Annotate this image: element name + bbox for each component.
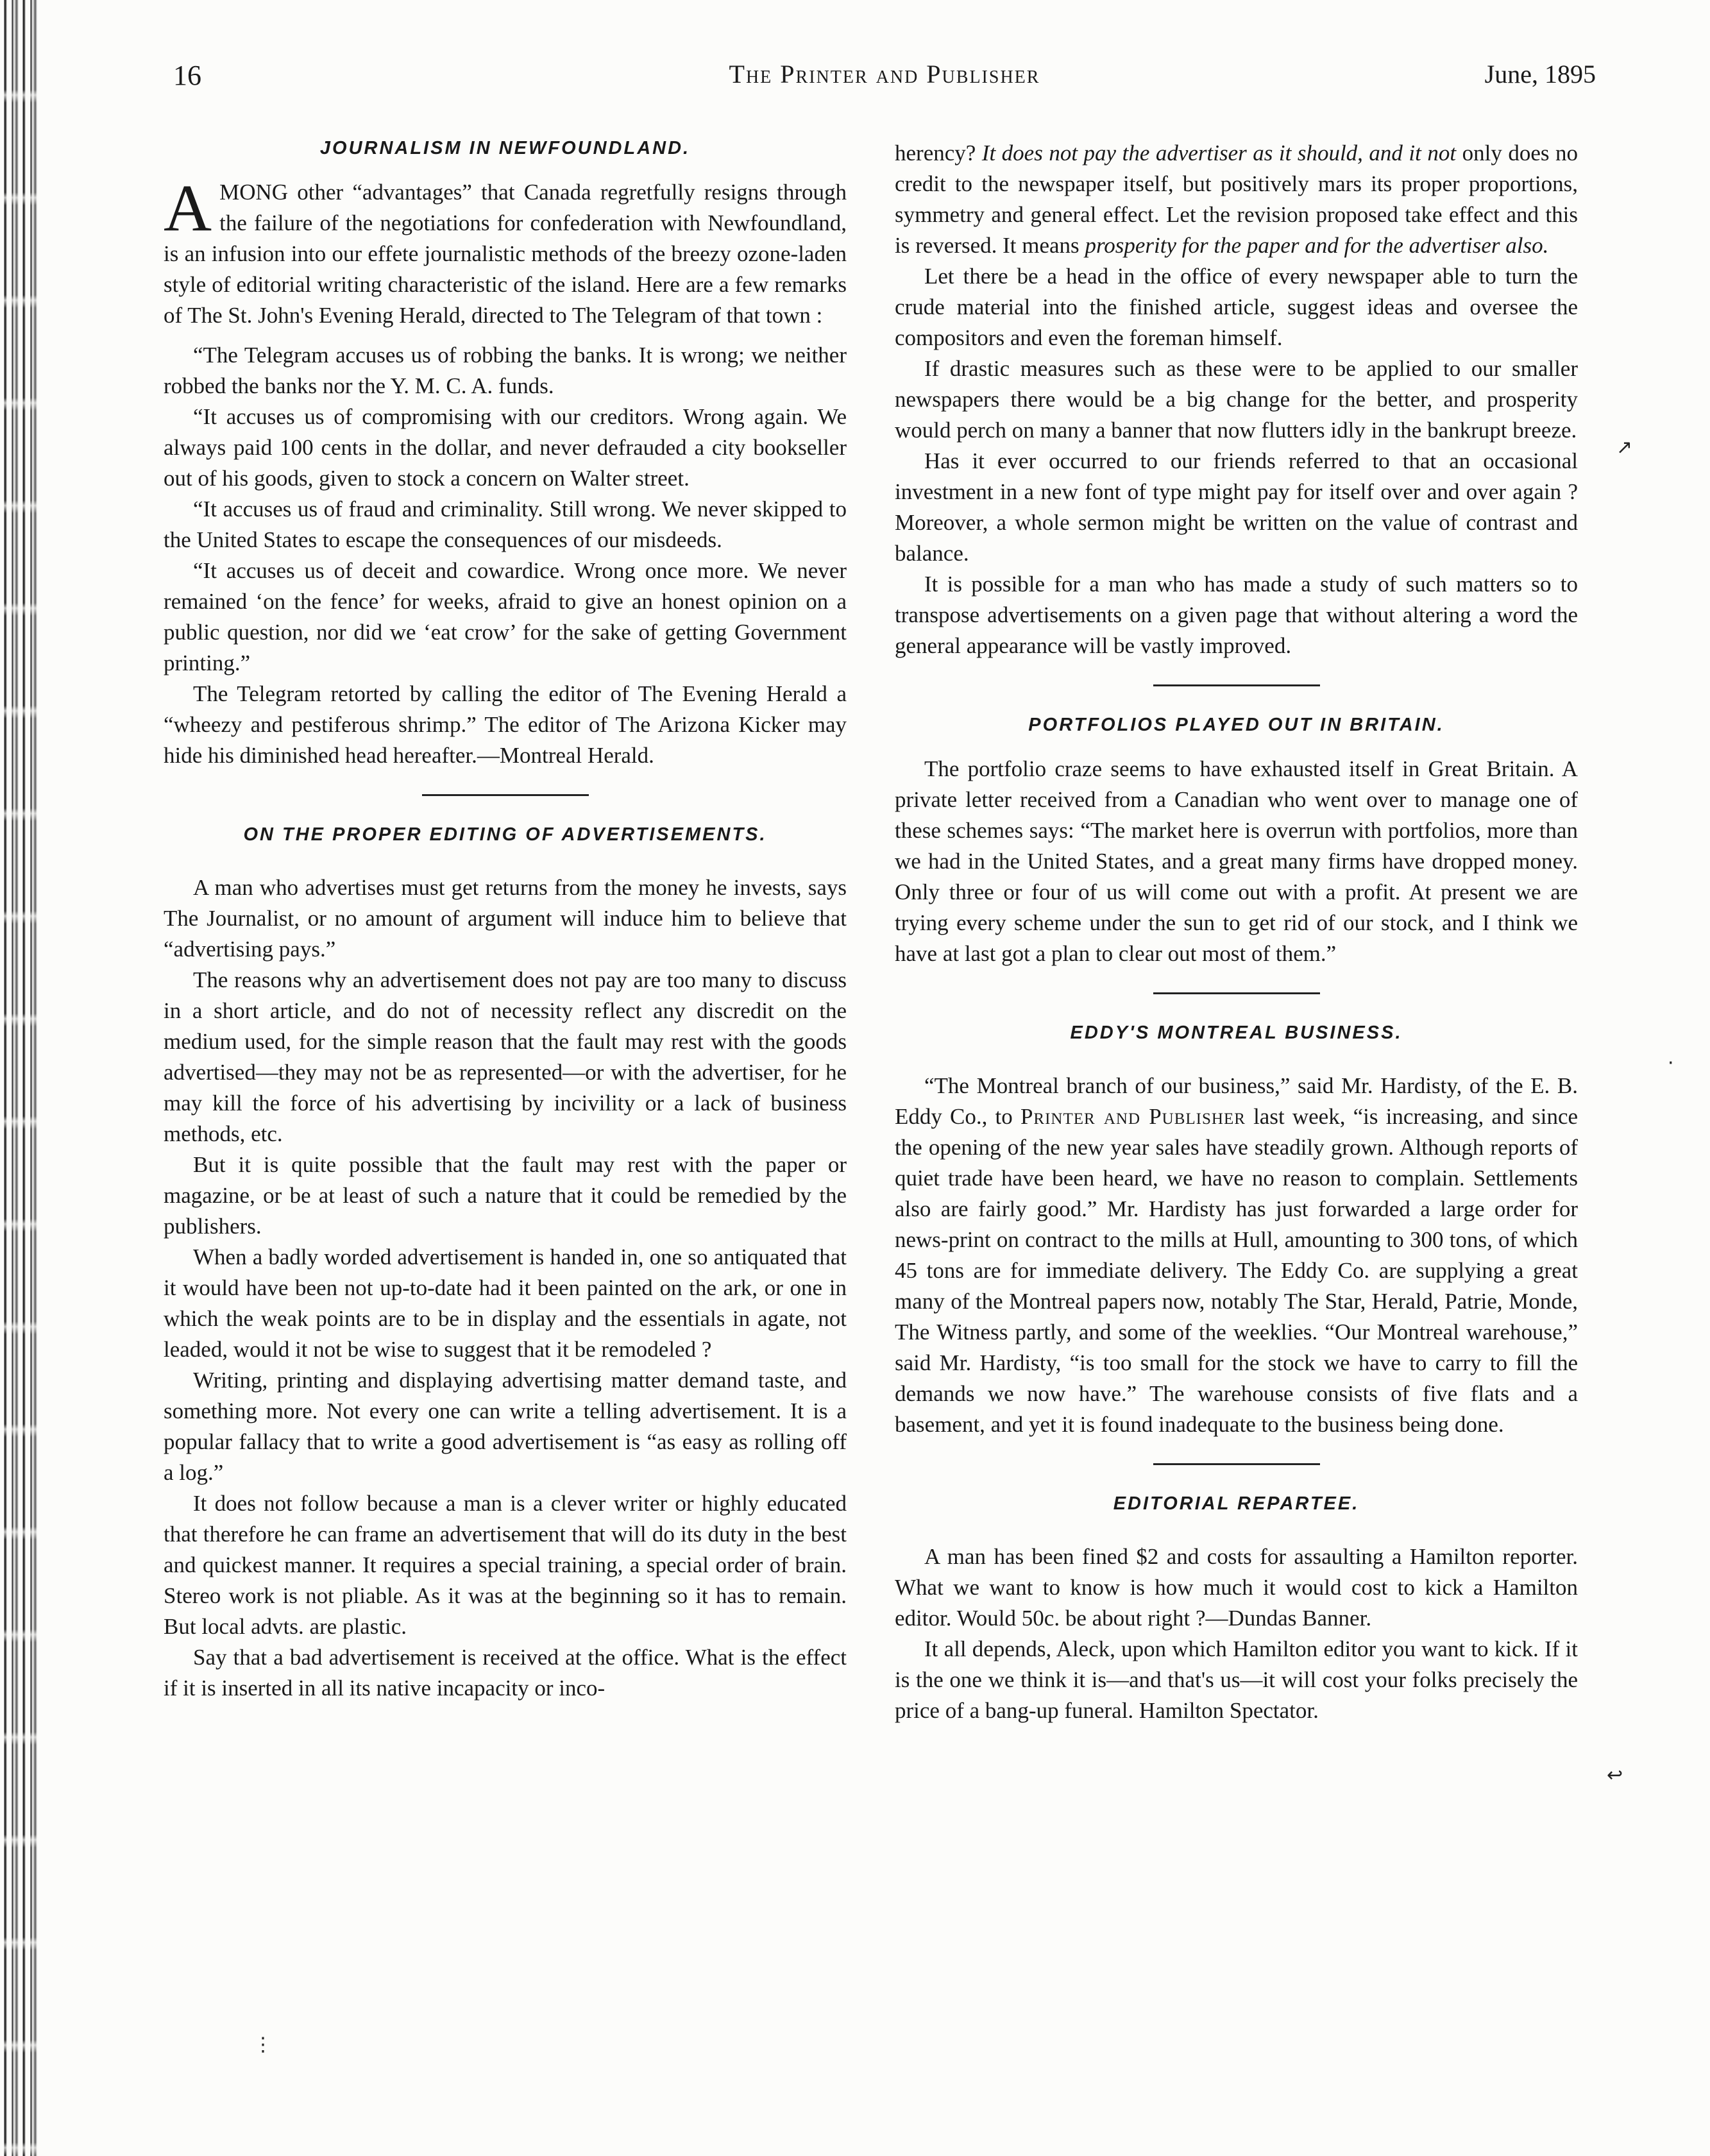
section-divider: [422, 794, 589, 796]
margin-mark: ↗: [1616, 436, 1633, 459]
margin-speck: ·: [1668, 1052, 1674, 1074]
article-paragraph: Say that a bad advertisement is received at the office. What is the effect if it is inserted in all its native incapacity or inco-: [164, 1645, 847, 1701]
article-paragraph: It does not follow because a man is a clever writer or highly educated that therefore he can frame an advertisement that will do its duty in the best and quickest manner. It requires a special training, a special order of brain. Stereo work is not pliable. As it was at the beginning so it has to remain. But local advts. are plastic.: [164, 1491, 847, 1639]
quote-paragraph: “It accuses us of fraud and criminality. Still wrong. We never skipped to the United States to escape the consequences of our misdeeds.: [164, 497, 847, 552]
section-divider: [1153, 1463, 1320, 1465]
section-divider: [1153, 684, 1320, 686]
article-paragraph: herency? It does not pay the advertiser as it should, and it not only does no credit to the newspaper itself, but positively mars its proper proportions, symmetry and general effect. Let the revision proposed take effect and this is reversed. It means prosperity for the paper and for the advertiser also.: [895, 140, 1578, 258]
article-paragraph: “The Montreal branch of our business,” said Mr. Hardisty, of the E. B. Eddy Co., to Printer and Publisher last week, “is increasing, and since the opening of the new year sales have steadily grown. Although reports of quiet trade have been heard, we have no reason to complain. Settlements also are fairly good.” Mr. Hardisty has just forwarded a large order for news-print on contract to the mills at Hull, amounting to 300 tons, of which 45 tons are for immediate delivery. The Eddy Co. are supplying a great many of the Montreal papers now, notably The Star, Herald, Patrie, Monde, The Witness partly, and some of the weeklies. “Our Montreal warehouse,” said Mr. Hardisty, “is too small for the stock we have to carry to fill the demands we now have.” The warehouse consists of five flats and a basement, and yet it is found inadequate to the business being done.: [895, 1073, 1579, 1437]
article-paragraph: The reasons why an advertisement does not pay are too many to discuss in a short article, and do not of necessity reflect any discredit on the medium used, for the simple reason that the fault may rest with the goods advertised—they may not be as represented—or with the advertiser, for he may kill the force of his advertising by incivility or a lack of business methods, etc.: [164, 967, 847, 1146]
article-heading: EDITORIAL REPARTEE.: [1113, 1493, 1360, 1514]
publication-title: The Printer and Publisher: [729, 60, 1040, 89]
right-column: [895, 138, 1578, 1726]
article-paragraph: The portfolio craze seems to have exhausted itself in Great Britain. A private letter received from a Canadian who went over to manage one of these schemes says: “The market here is overrun with portfolios, more than we had in the United States, and a great many firms have dropped money. Only three or four of us will come out with a profit. At present we are trying every scheme under the sun to get rid of our stock, and I think we have at last got a plan to clear out most of them.”: [895, 756, 1578, 966]
article-paragraph: When a badly worded advertisement is handed in, one so antiquated that it would have been not up-to-date had it been painted on the ark, or one in which the weak points are to be in display and the essentials in agate, not leaded, would it not be wise to suggest that it be remodeled ?: [164, 1244, 847, 1362]
article-paragraph: A man has been fined $2 and costs for assaulting a Hamilton reporter. What we want to know is how much it would cost to kick a Hamilton editor. Would 50c. be about right ?—Dundas Banner.: [895, 1544, 1578, 1631]
page-number: 16: [173, 60, 201, 91]
article-paragraph: The Telegram retorted by calling the editor of The Evening Herald a “wheezy and pestiferous shrimp.” The editor of The Arizona Kicker may hide his diminished head hereafter.—Montreal Herald.: [164, 681, 847, 768]
issue-date: June, 1895: [1484, 60, 1596, 89]
margin-mark: ↩: [1607, 1764, 1623, 1787]
article-paragraph: A man who advertises must get returns from the money he invests, says The Journalist, or no amount of argument will induce him to believe that “advertising pays.”: [164, 875, 847, 962]
left-column: [164, 138, 847, 1704]
running-header: [173, 59, 1596, 98]
article-heading: EDDY'S MONTREAL BUSINESS.: [1070, 1023, 1403, 1043]
article-paragraph: It is possible for a man who has made a study of such matters so to transpose advertisements on a given page that without altering a word the general appearance will be vastly improved.: [895, 572, 1578, 658]
binding-edge: [0, 0, 38, 2156]
drop-cap: A: [164, 171, 212, 245]
article-paragraph: It all depends, Aleck, upon which Hamilton editor you want to kick. If it is the one we think it is—and that's us—it will cost your folks precisely the price of a bang-up funeral. Hamilton Spectator.: [895, 1636, 1578, 1723]
quote-paragraph: “It accuses us of compromising with our creditors. Wrong again. We always paid 100 cents in the dollar, and never defrauded a city bookseller out of his goods, given to stock a concern on Walter street.: [164, 404, 847, 491]
article-heading: PORTFOLIOS PLAYED OUT IN BRITAIN.: [1028, 715, 1444, 735]
quote-paragraph: “It accuses us of deceit and cowardice. Wrong once more. We never remained ‘on the fence’ for weeks, afraid to give an honest opinion on a public question, nor did we ‘eat crow’ for the sake of getting Government printing.”: [164, 558, 847, 675]
section-divider: [1153, 992, 1320, 994]
article-paragraph: But it is quite possible that the fault may rest with the paper or magazine, or be at least of such a nature that it could be remedied by the publishers.: [164, 1152, 847, 1239]
quote-paragraph: “The Telegram accuses us of robbing the banks. It is wrong; we neither robbed the banks nor the Y. M. C. A. funds.: [164, 343, 847, 398]
margin-speck: ⋮: [253, 2033, 273, 2056]
article-paragraph: If drastic measures such as these were to be applied to our smaller newspapers there would be a big change for the better, and prosperity would perch on many a banner that now flutters idly in the bankrupt breeze.: [895, 356, 1578, 443]
article-paragraph: Writing, printing and displaying advertising matter demand taste, and something more. Not every one can write a telling advertisement. It is a popular fallacy that to write a good advertisement is “as easy as rolling off a log.”: [164, 1368, 847, 1485]
article-paragraph: AMONG other “advantages” that Canada regretfully resigns through the failure of the negotiations for confederation with Newfoundland, is an infusion into our effete journalistic methods of the breezy ozone-laden style of editorial writing characteristic of the island. Here are a few remarks of The St. John's Evening Herald, directed to The Telegram of that town :: [164, 171, 847, 328]
article-heading: ON THE PROPER EDITING OF ADVERTISEMENTS.: [243, 824, 767, 845]
article-paragraph: Let there be a head in the office of every newspaper able to turn the crude material into the finished article, suggest ideas and oversee the compositors and even the foreman himself.: [895, 264, 1578, 350]
article-paragraph: Has it ever occurred to our friends referred to that an occasional investment in a new font of type might pay for itself over and over again ? Moreover, a whole sermon might be written on the value of contrast and balance.: [895, 448, 1578, 566]
article-heading: JOURNALISM IN NEWFOUNDLAND.: [319, 138, 691, 158]
